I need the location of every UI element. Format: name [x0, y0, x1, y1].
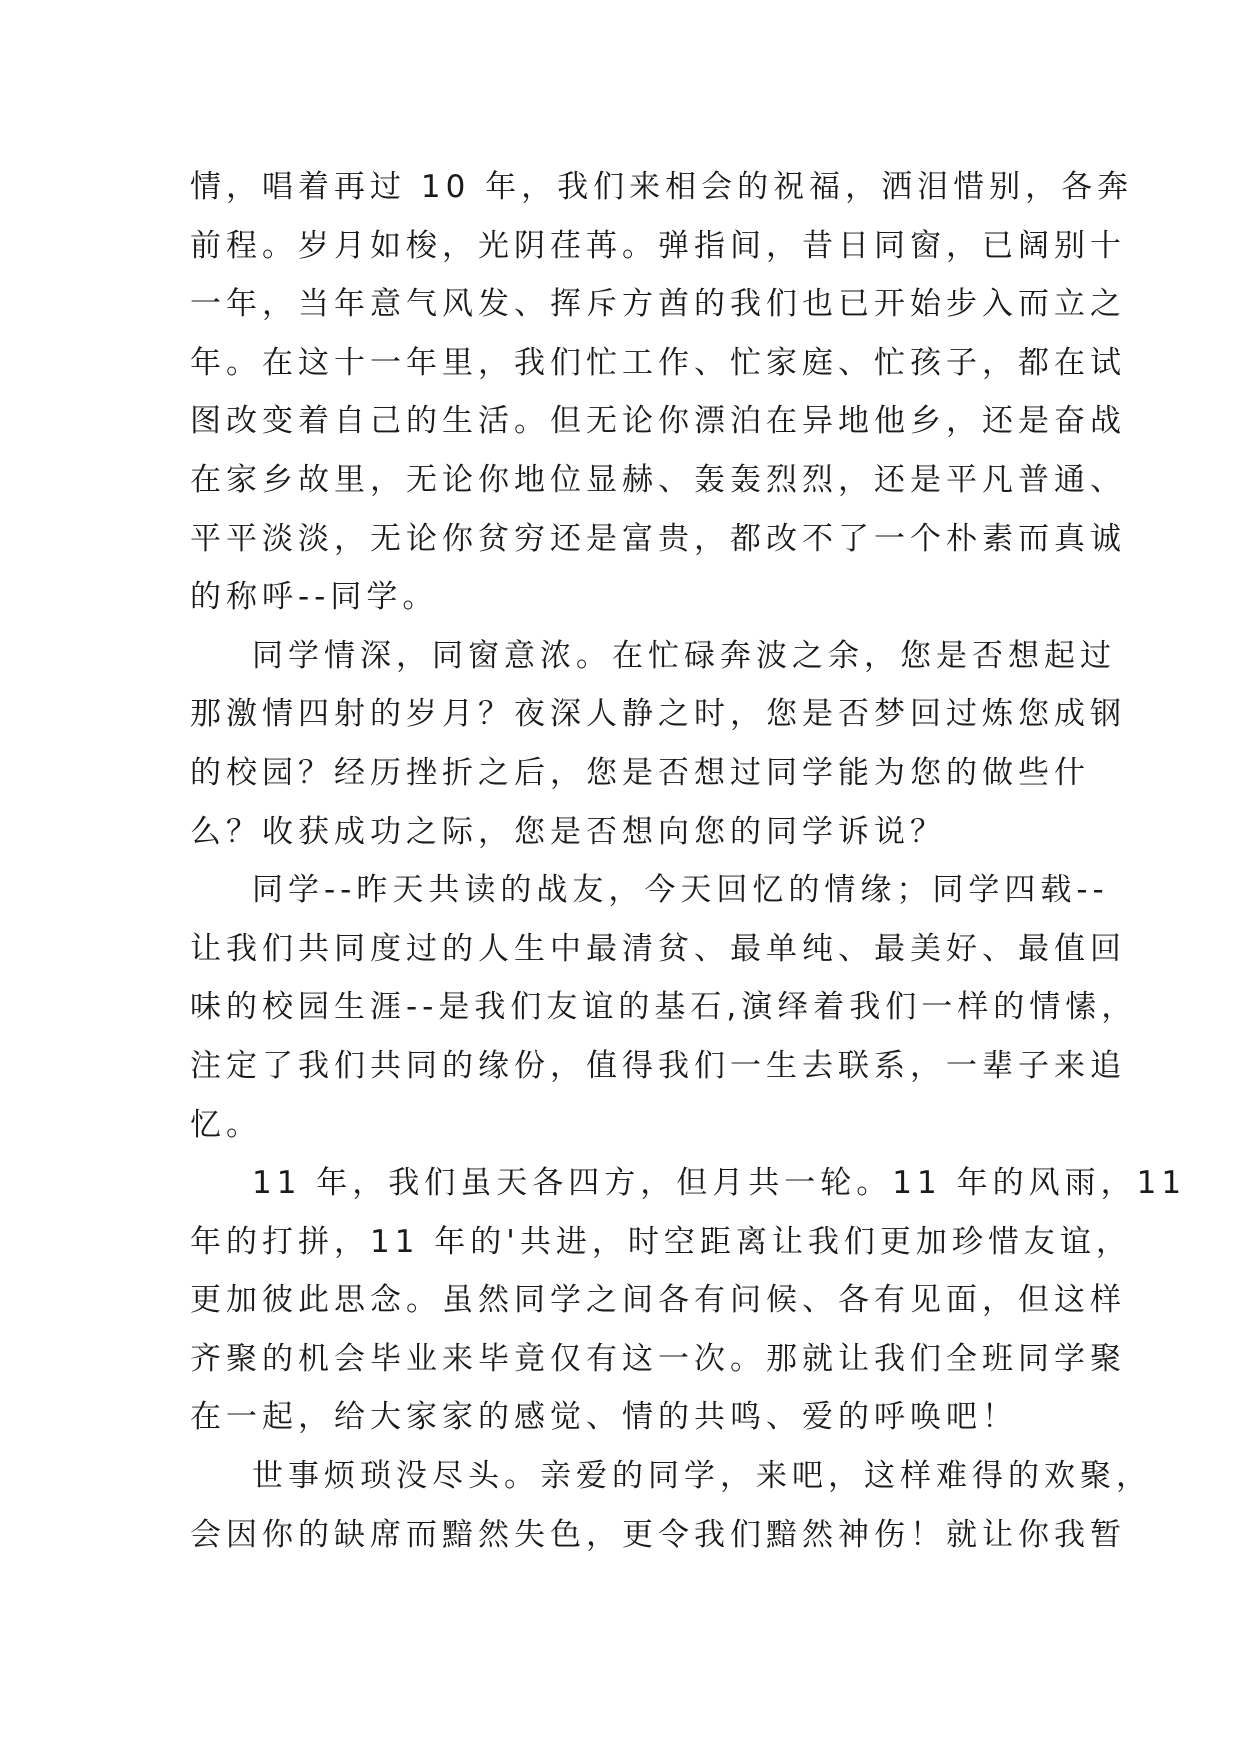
text-line: 让我们共同度过的人生中最清贫、最单纯、最美好、最值回: [190, 930, 1126, 967]
text-line: 味的校园生涯--是我们友谊的基石,演绎着我们一样的情愫，: [190, 989, 1138, 1026]
text-line: 那激情四射的岁月？夜深人静之时，您是否梦回过炼您成钢: [190, 696, 1126, 733]
text-line: 前程。岁月如梭，光阴荏苒。弹指间，昔日同窗，已阔别十: [190, 227, 1126, 264]
text-line: 齐聚的机会毕业来毕竟仅有这一次。那就让我们全班同学聚: [190, 1340, 1126, 1377]
text-line: 年的打拼，11 年的'共进，时空距离让我们更加珍惜友谊，: [190, 1223, 1132, 1260]
text-line: 么？收获成功之际，您是否想向您的同学诉说？: [190, 813, 946, 850]
paragraph-first-line: 世事烦琐没尽头。亲爱的同学，来吧，这样难得的欢聚，: [252, 1458, 1152, 1495]
text-line: 注定了我们共同的缘份，值得我们一生去联系，一辈子来追: [190, 1047, 1126, 1084]
document-body: [190, 158, 1187, 1564]
text-line: 平平淡淡，无论你贫穷还是富贵，都改不了一个朴素而真诚: [190, 520, 1126, 557]
text-line: 忆。: [190, 1106, 262, 1143]
text-line: 图改变着自己的生活。但无论你漂泊在异地他乡，还是奋战: [190, 403, 1126, 440]
paragraph-first-line: 11 年，我们虽天各四方，但月共一轮。11 年的风雨，11: [252, 1165, 1187, 1202]
text-line: 的称呼--同学。: [190, 579, 439, 616]
text-line: 年。在这十一年里，我们忙工作、忙家庭、忙孩子，都在试: [190, 344, 1126, 381]
text-line: 在一起，给大家家的感觉、情的共鸣、爱的呼唤吧！: [190, 1399, 1018, 1436]
text-line: 更加彼此思念。虽然同学之间各有问候、各有见面，但这样: [190, 1282, 1126, 1319]
text-line: 的校园？经历挫折之后，您是否想过同学能为您的做些什: [190, 754, 1090, 791]
text-line: 一年，当年意气风发、挥斥方酋的我们也已开始步入而立之: [190, 286, 1126, 323]
text-line: 会因你的缺席而黯然失色，更令我们黯然神伤！就让你我暂: [190, 1516, 1126, 1553]
text-line: 在家乡故里，无论你地位显赫、轰轰烈烈，还是平凡普通、: [190, 461, 1126, 498]
paragraph-first-line: 同学情深，同窗意浓。在忙碌奔波之余，您是否想起过: [252, 637, 1116, 674]
paragraph-first-line: 同学--昨天共读的战友，今天回忆的情缘；同学四载--: [252, 872, 1109, 909]
text-line: 情，唱着再过 10 年，我们来相会的祝福，洒泪惜别，各奔: [190, 169, 1134, 205]
